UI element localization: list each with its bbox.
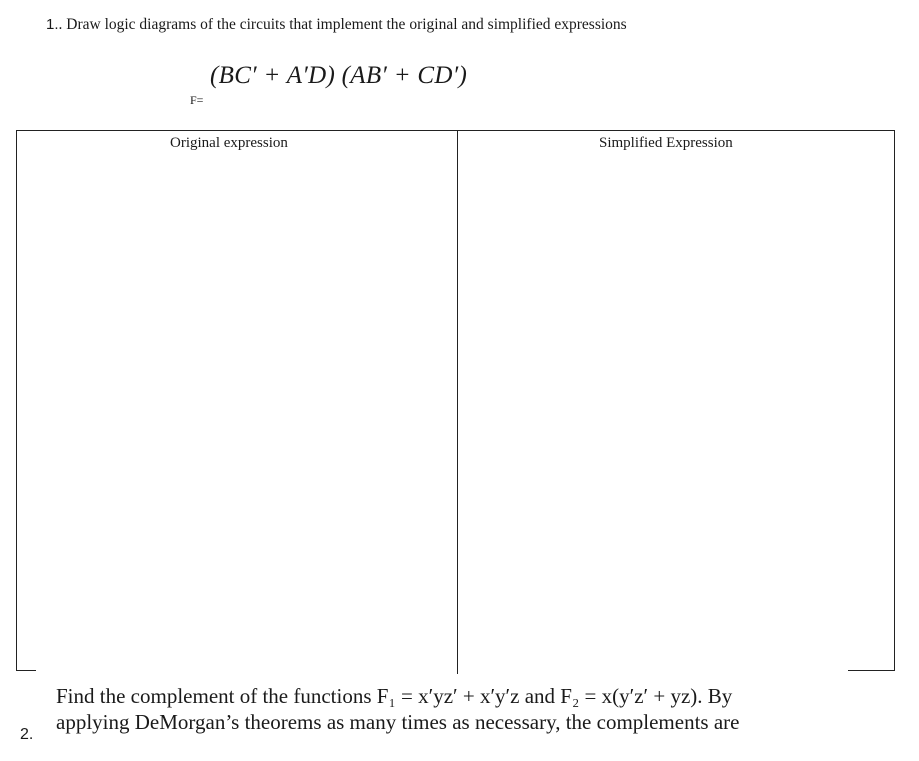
table-divider — [457, 130, 458, 674]
f-label: F= — [190, 93, 204, 107]
question-1 — [46, 16, 627, 34]
boolean-expression: (BC′ + A′D) (AB′ + CD′) — [210, 62, 468, 89]
table-bottom-edge-left — [16, 670, 36, 671]
question-1-number: 1. — [46, 16, 59, 33]
original-expression-header: Original expression — [170, 135, 288, 151]
question-2-line-1: Find the complement of the functions F₁ = x′yz′ + x′y′z and F₂ = x(y′z′ + yz). By — [56, 684, 733, 708]
table-bottom-edge-right — [848, 670, 894, 671]
simplified-expression-header: Simplified Expression — [599, 135, 733, 151]
question-1-text: . Draw logic diagrams of the circuits that implement the original and simplified expressions — [58, 16, 627, 33]
question-2-line-2: applying DeMorgan’s theorems as many times as necessary, the complements are — [56, 710, 740, 734]
diagram-table — [16, 130, 895, 671]
question-2-number: 2. — [20, 726, 34, 743]
